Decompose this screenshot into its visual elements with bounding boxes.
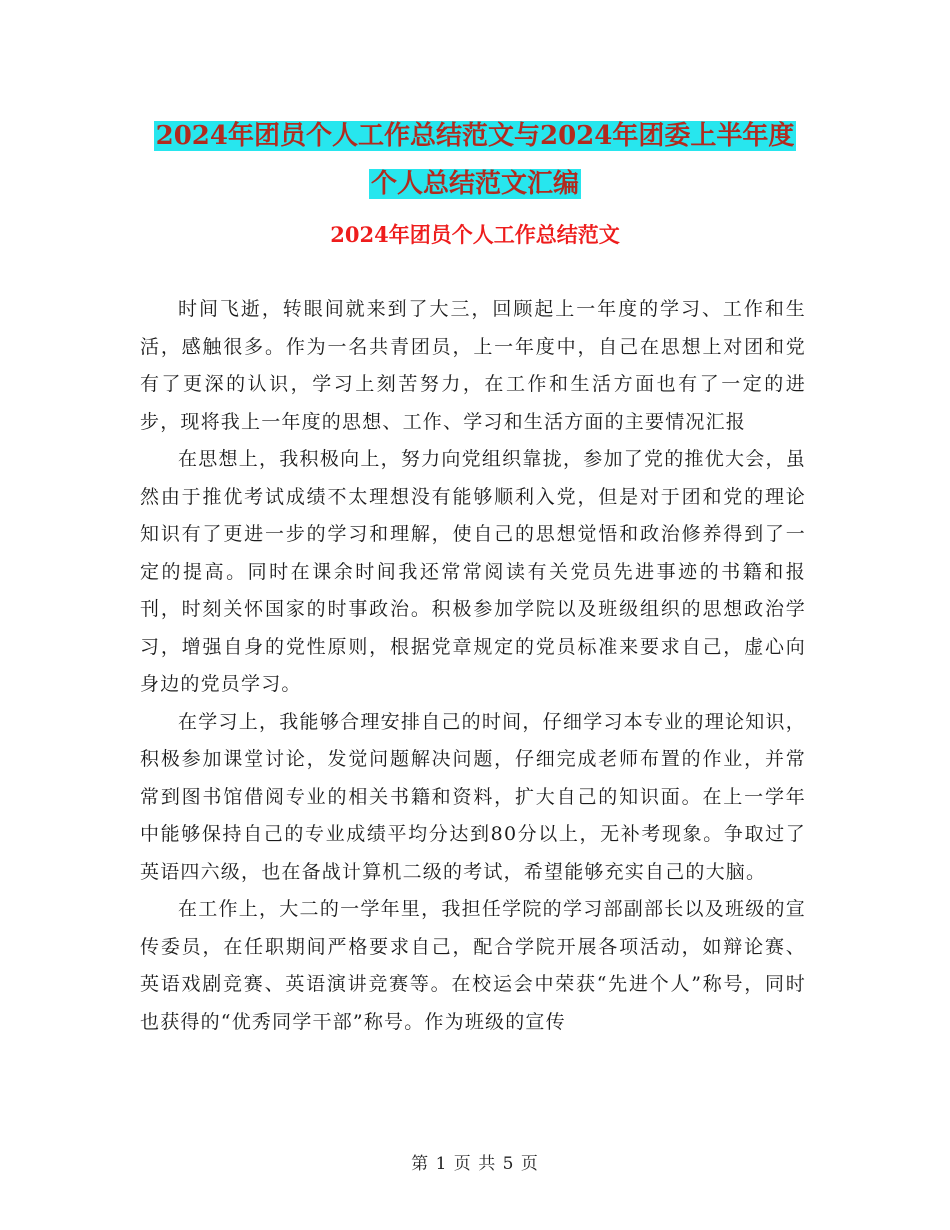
paragraph-work: 在工作上，大二的一学年里，我担任学院的学习部副部长以及班级的宣传委员，在任职期间严格要求自己，配合学院开展各项活动，如辩论赛、英语戏剧竞赛、英语演讲竞赛等。在校运会中荣获“先进个人”称号，同时也获得的“优秀同学干部”称号。作为班级的宣传 [140,898,806,1033]
page-footer [0,1152,950,1176]
paragraph-thought: 在思想上，我积极向上，努力向党组织靠拢，参加了党的推优大会，虽然由于推优考试成绩不太理想没有能够顺利入党，但是对于团和党的理论知识有了更进一步的学习和理解，使自己的思想觉悟和政治修养得到了一定的提高。同时在课余时间我还常常阅读有关党员先进事迹的书籍和报刊，时刻关怀国家的时事政治。积极参加学院以及班级组织的思想政治学习，增强自身的党性原则，根据党章规定的党员标准来要求自己，虚心向身边的党员学习。 [140,448,806,695]
document-title-line-2: 个人总结范文汇编 [370,169,579,199]
paragraph-intro: 时间飞逝，转眼间就来到了大三，回顾起上一年度的学习、工作和生活，感触很多。作为一名共青团员，上一年度中，自己在思想上对团和党有了更深的认识，学习上刻苦努力，在工作和生活方面也有了一定的进步，现将我上一年度的思想、工作、学习和生活方面的主要情况汇报 [140,298,806,433]
paragraph-study: 在学习上，我能够合理安排自己的时间，仔细学习本专业的理论知识，积极参加课堂讨论，发觉问题解决问题，仔细完成老师布置的作业，并常常到图书馆借阅专业的相关书籍和资料，扩大自己的知识面。在上一学年中能够保持自己的专业成绩平均分达到80分以上，无补考现象。争取过了英语四六级，也在备战计算机二级的考试，希望能够充实自己的大脑。 [140,710,806,883]
page-number-indicator: 第 1 页 共 5 页 [411,1154,539,1174]
document-body [140,291,806,1041]
section-title: 2024年团员个人工作总结范文 [330,222,620,247]
document-title-line-1: 2024年团员个人工作总结范文与2024年团委上半年度 [155,121,795,151]
document-title [0,112,950,208]
